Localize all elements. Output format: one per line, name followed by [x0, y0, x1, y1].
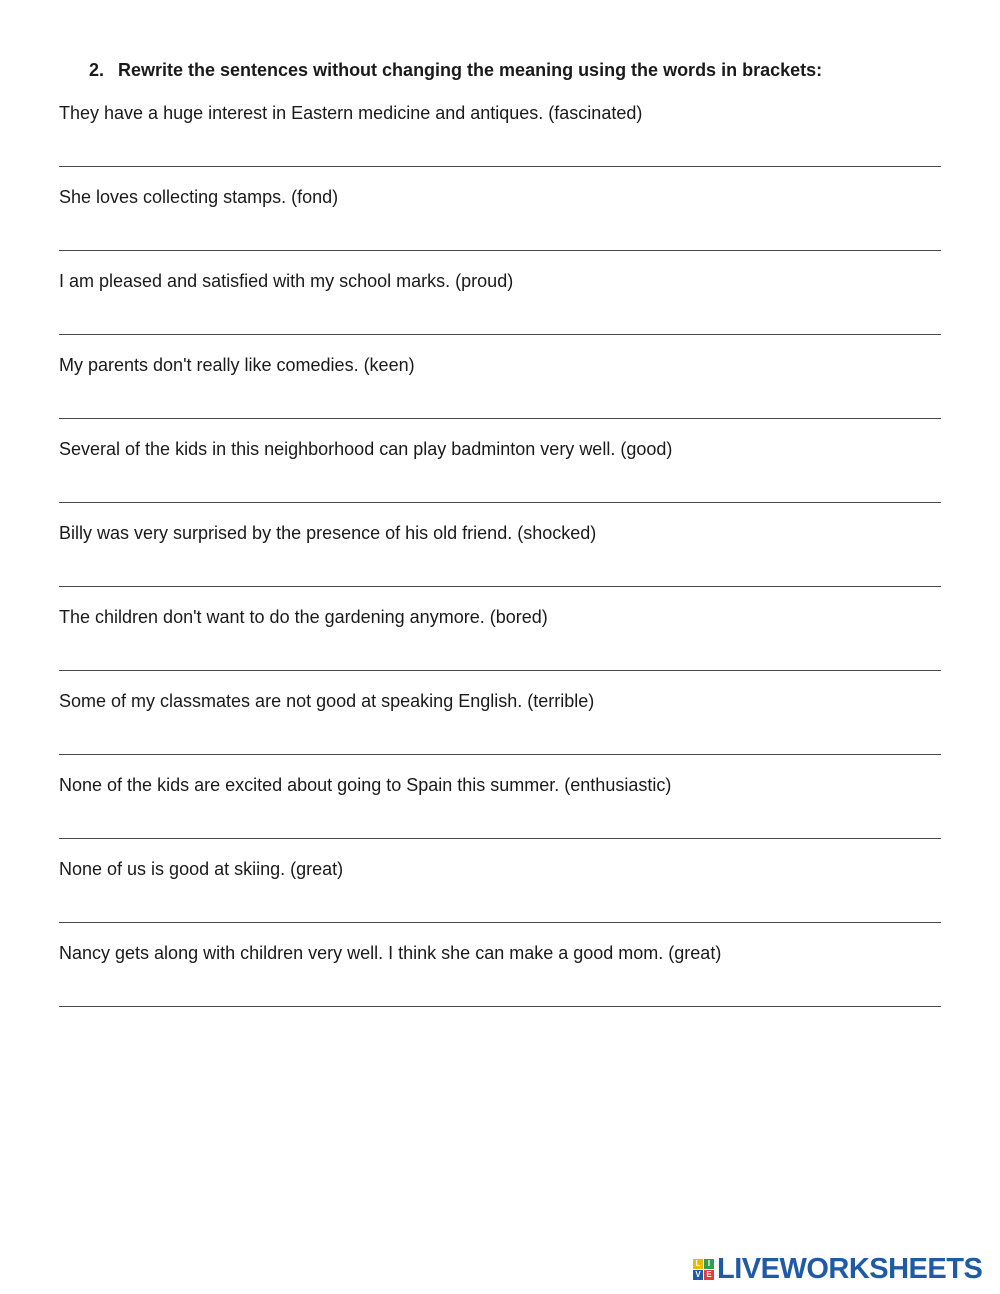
prompt-sentence: They have a huge interest in Eastern medicine and antiques. (fascinated) — [59, 103, 643, 123]
prompt-sentence: The children don't want to do the gardening anymore. (bored) — [59, 607, 548, 627]
exercise-item — [59, 856, 941, 940]
prompt-sentence: Several of the kids in this neighborhood can play badminton very well. (good) — [59, 439, 673, 459]
answer-field[interactable] — [59, 754, 941, 755]
answer-field[interactable] — [59, 1006, 941, 1007]
exercise-item — [59, 520, 941, 604]
exercise-item — [59, 688, 941, 772]
prompt-sentence: None of the kids are excited about going to Spain this summer. (enthusiastic) — [59, 775, 672, 795]
answer-field[interactable] — [59, 166, 941, 167]
prompt-sentence: I am pleased and satisfied with my school marks. (proud) — [59, 271, 514, 291]
logo-mark-icon — [693, 1259, 714, 1280]
exercise-item — [59, 772, 941, 856]
exercise-item — [59, 940, 941, 1024]
exercise-item — [59, 268, 941, 352]
exercise-item — [59, 436, 941, 520]
prompt-sentence: None of us is good at skiing. (great) — [59, 859, 344, 879]
prompt-sentence: Billy was very surprised by the presence of his old friend. (shocked) — [59, 523, 597, 543]
logo-mark-letter: E — [704, 1270, 714, 1280]
exercise-item — [59, 604, 941, 688]
liveworksheets-logo — [693, 1254, 982, 1284]
prompt-sentence: My parents don't really like comedies. (keen) — [59, 355, 415, 375]
answer-field[interactable] — [59, 250, 941, 251]
prompt-sentence: Nancy gets along with children very well. I think she can make a good mom. (great) — [59, 943, 722, 963]
prompt-sentence: She loves collecting stamps. (fond) — [59, 187, 339, 207]
answer-field[interactable] — [59, 670, 941, 671]
answer-field[interactable] — [59, 922, 941, 923]
exercise-item — [59, 100, 941, 184]
logo-wordmark: LIVEWORKSHEETS — [717, 1253, 983, 1285]
logo-mark-letter: L — [693, 1259, 703, 1269]
answer-field[interactable] — [59, 334, 941, 335]
exercise-heading — [89, 60, 822, 81]
exercise-item — [59, 352, 941, 436]
answer-field[interactable] — [59, 502, 941, 503]
logo-mark-letter: V — [693, 1270, 703, 1280]
exercise-item — [59, 184, 941, 268]
prompt-sentence: Some of my classmates are not good at speaking English. (terrible) — [59, 691, 595, 711]
answer-field[interactable] — [59, 586, 941, 587]
answer-field[interactable] — [59, 418, 941, 419]
logo-mark-letter: I — [704, 1259, 714, 1269]
exercise-items — [59, 100, 941, 1024]
answer-field[interactable] — [59, 838, 941, 839]
exercise-number: 2. — [89, 60, 105, 80]
exercise-instruction: Rewrite the sentences without changing the meaning using the words in brackets: — [118, 60, 823, 80]
